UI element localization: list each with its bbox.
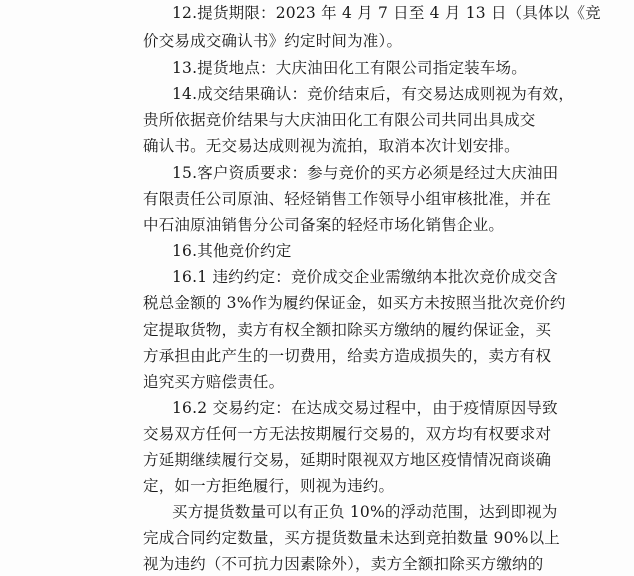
text-line-14: 方承担由此产生的一切费用，给卖方造成损失的，卖方有权 — [143, 347, 552, 365]
text-line-11: 16.1 违约约定：竞价成交企业需缴纳本批次竞价成交含 — [172, 268, 558, 286]
text-line-8: 有限责任公司原油、轻烃销售工作领导小组审核批准，并在 — [143, 190, 552, 208]
text-line-16: 16.2 交易约定：在达成交易过程中，由于疫情原因导致 — [172, 399, 558, 417]
text-line-10: 16.其他竞价约定 — [172, 242, 292, 260]
text-line-6: 确认书。无交易达成则视为流拍，取消本次计划安排。 — [143, 137, 520, 155]
text-line-21: 完成合同约定数量，买方提货数量未达到竞拍数量 90%以上 — [143, 529, 560, 547]
text-line-12: 税总金额的 3%作为履约保证金，如买方未按照当批次竞价约 — [143, 294, 566, 312]
text-line-17: 交易双方任何一方无法按期履行交易的，双方均有权要求对 — [143, 425, 552, 443]
text-line-3: 13.提货地点：大庆油田化工有限公司指定装车场。 — [172, 59, 527, 77]
text-line-20: 买方提货数量可以有正负 10%的浮动范围，达到即视为 — [172, 503, 558, 521]
text-line-18: 方延期继续履行交易，延期时限视双方地区疫情情况商谈确 — [143, 451, 552, 469]
text-line-1: 12.提货期限：2023 年 4 月 7 日至 4 月 13 日（具体以《竞 — [172, 4, 601, 22]
text-line-13: 定提取货物，卖方有权全额扣除买方缴纳的履约保证金，买 — [143, 321, 552, 339]
text-line-9: 中石油原油销售分公司备案的轻烃市场化销售企业。 — [143, 216, 505, 234]
text-line-15: 追究买方赔偿责任。 — [143, 373, 285, 391]
text-line-7: 15.客户资质要求：参与竞价的买方必须是经过大庆油田 — [172, 164, 559, 182]
text-line-4: 14.成交结果确认：竞价结束后，有交易达成则视为有效， — [172, 85, 575, 103]
text-line-22: 视为违约（不可抗力因素除外），卖方全额扣除买方缴纳的 — [143, 555, 544, 573]
text-line-2: 价交易成交确认书》约定时间为准）。 — [143, 32, 403, 50]
text-line-19: 定，如一方拒绝履行，则视为违约。 — [143, 477, 395, 495]
text-line-5: 贵所依据竞价结果与大庆油田化工有限公司共同出具成交 — [143, 111, 536, 129]
